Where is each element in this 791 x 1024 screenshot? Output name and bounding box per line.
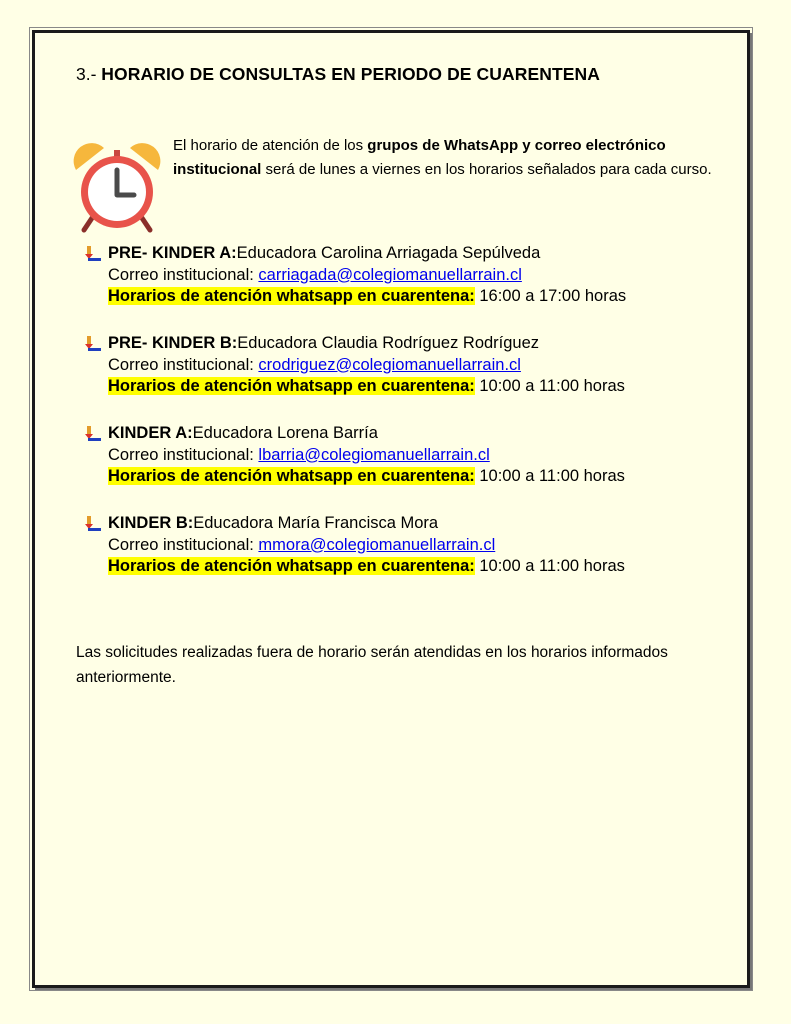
intro-paragraph <box>173 134 718 182</box>
email-label: Correo institucional: <box>108 535 259 554</box>
arrow-bullet-icon <box>84 335 102 353</box>
email-link[interactable]: lbarria@colegiomanuellarrain.cl <box>258 445 490 464</box>
teacher-name: Educadora María Francisca Mora <box>193 514 439 532</box>
arrow-bullet-icon <box>84 515 102 533</box>
course-entry <box>84 513 724 578</box>
course-name: PRE- KINDER A: <box>108 244 237 262</box>
hours-label: Horarios de atención whatsapp en cuarentena: <box>108 377 475 395</box>
arrow-bullet-icon <box>84 425 102 443</box>
course-name: KINDER A: <box>108 424 193 442</box>
hours-label: Horarios de atención whatsapp en cuarentena: <box>108 467 475 485</box>
section-number: 3.- <box>76 64 102 84</box>
intro-text-1: El horario de atención de los <box>173 137 368 154</box>
hours-value: 16:00 a 17:00 horas <box>474 287 627 305</box>
email-label: Correo institucional: <box>108 445 259 464</box>
hours-value: 10:00 a 11:00 horas <box>474 467 625 485</box>
teacher-name: Educadora Lorena Barría <box>192 424 378 442</box>
arrow-bullet-icon <box>84 245 102 263</box>
email-link[interactable]: carriagada@colegiomanuellarrain.cl <box>258 265 522 284</box>
course-entry <box>84 243 724 308</box>
teacher-name: Educadora Claudia Rodríguez Rodríguez <box>237 334 540 352</box>
hours-label: Horarios de atención whatsapp en cuarentena: <box>108 287 475 305</box>
course-name: PRE- KINDER B: <box>108 334 238 352</box>
section-title: HORARIO DE CONSULTAS EN PERIODO DE CUARENTENA <box>101 64 601 84</box>
intro-bold-text: grupos de WhatsApp y correo electrónico institucional <box>173 137 666 178</box>
footer-note: Las solicitudes realizadas fuera de horario serán atendidas en los horarios informados anteriormente. <box>76 644 668 686</box>
teacher-name: Educadora Carolina Arriagada Sepúlveda <box>236 244 541 262</box>
alarm-clock-icon <box>70 140 164 234</box>
intro-text-2: será de lunes a viernes en los horarios señalados para cada curso. <box>261 161 712 178</box>
section-heading <box>76 64 600 85</box>
email-link[interactable]: crodriguez@colegiomanuellarrain.cl <box>258 355 521 374</box>
course-name: KINDER B: <box>108 514 194 532</box>
hours-value: 10:00 a 11:00 horas <box>474 557 625 575</box>
hours-value: 10:00 a 11:00 horas <box>474 377 625 395</box>
email-link[interactable]: mmora@colegiomanuellarrain.cl <box>258 535 496 554</box>
hours-label: Horarios de atención whatsapp en cuarentena: <box>108 557 475 575</box>
email-label: Correo institucional: <box>108 355 259 374</box>
course-entry <box>84 333 724 398</box>
email-label: Correo institucional: <box>108 265 259 284</box>
course-entry <box>84 423 724 488</box>
